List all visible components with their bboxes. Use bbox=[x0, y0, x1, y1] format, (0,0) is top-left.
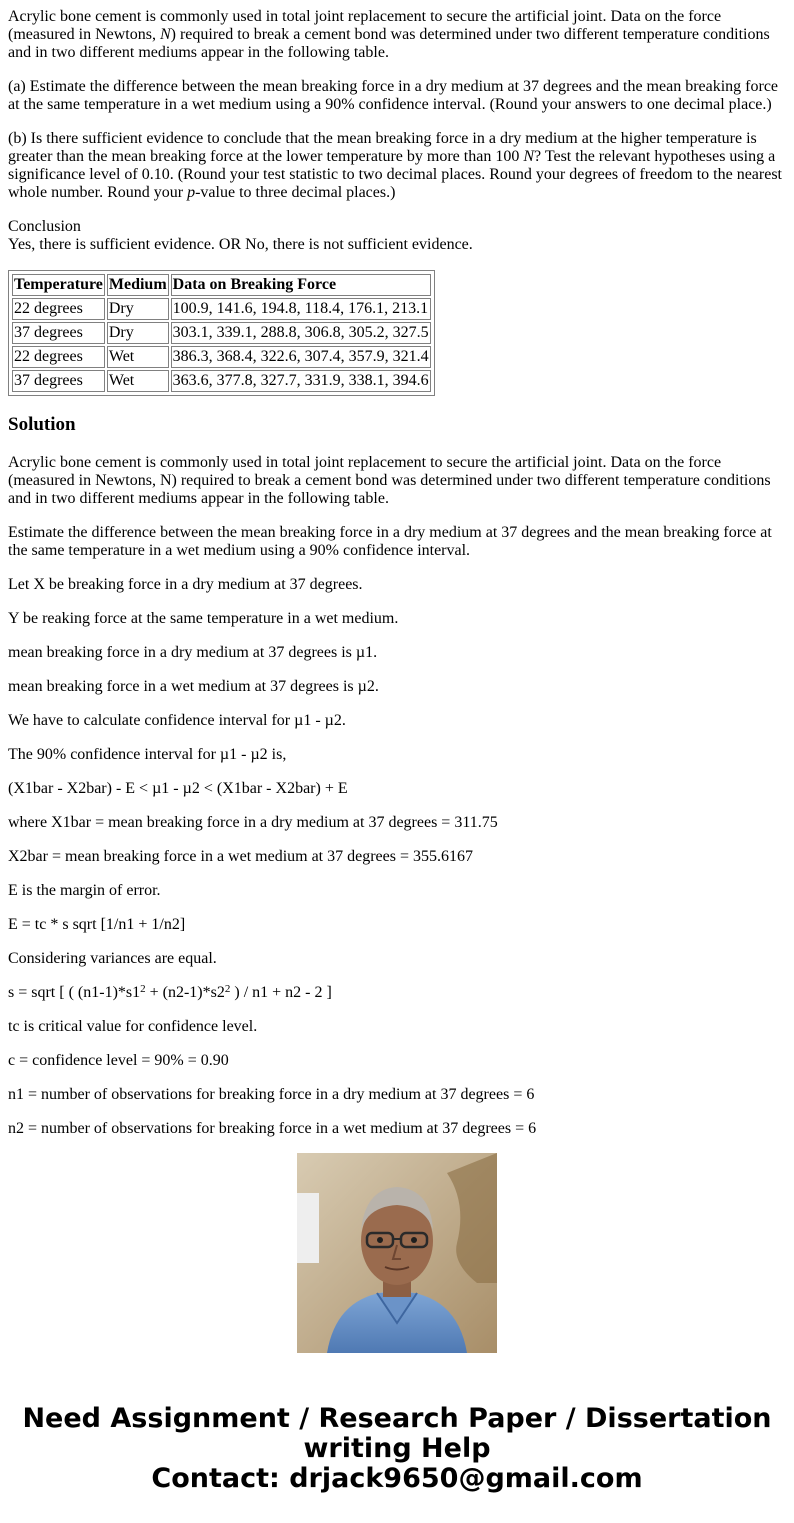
table-row bbox=[12, 370, 431, 392]
header-temperature: Temperature bbox=[12, 274, 105, 296]
cell-temperature: 22 degrees bbox=[12, 298, 105, 320]
solution-c-def: c = confidence level = 90% = 0.90 bbox=[8, 1052, 229, 1069]
table-row bbox=[12, 346, 431, 368]
solution-x1bar: where X1bar = mean breaking force in a dry medium at 37 degrees = 311.75 bbox=[8, 814, 498, 831]
conclusion-block bbox=[8, 218, 786, 254]
table-row bbox=[12, 298, 431, 320]
question-content bbox=[8, 8, 786, 1137]
solution-equal-var: Considering variances are equal. bbox=[8, 950, 217, 967]
solution-e-def: E is the margin of error. bbox=[8, 882, 161, 899]
solution-mu1: mean breaking force in a dry medium at 37 degrees is µ1. bbox=[8, 644, 378, 661]
cell-data: 386.3, 368.4, 322.6, 307.4, 357.9, 321.4 bbox=[171, 346, 431, 368]
solution-heading: Solution bbox=[8, 414, 76, 435]
cell-data: 100.9, 141.6, 194.8, 118.4, 176.1, 213.1 bbox=[171, 298, 431, 320]
solution-ci-formula: (X1bar - X2bar) - E < µ1 - µ2 < (X1bar - X2bar) + E bbox=[8, 780, 348, 797]
solution-intro: Acrylic bone cement is commonly used in total joint replacement to secure the artificial joint. Data on the force (measured in Newtons, N) required to break a cement bond was determined under two different temperature conditions and in two different mediums appear in the following table. bbox=[8, 454, 771, 507]
cell-medium: Dry bbox=[107, 322, 169, 344]
solution-let-x: Let X be breaking force in a dry medium at 37 degrees. bbox=[8, 576, 363, 593]
cell-medium: Dry bbox=[107, 298, 169, 320]
conclusion-options: Yes, there is sufficient evidence. OR No, there is not sufficient evidence. bbox=[8, 236, 473, 253]
solution-s-formula: s = sqrt [ ( $(n1-1)*s1^2 + (n2-1)*s2^2$ ) / n1 + n2 - 2 ] bbox=[8, 983, 332, 1001]
solution-n2-def: n2 = number of observations for breaking force in a wet medium at 37 degrees = 6 bbox=[8, 1120, 537, 1137]
solution-calc-ci: We have to calculate confidence interval for µ1 - µ2. bbox=[8, 712, 346, 729]
solution-e-formula: E = tc * s sqrt [1/n1 + 1/n2] bbox=[8, 916, 186, 933]
solution-task: Estimate the difference between the mean breaking force in a dry medium at 37 degrees and the mean breaking force at the same temperature in a wet medium using a 90% confidence interval. bbox=[8, 524, 772, 559]
table-row bbox=[12, 322, 431, 344]
promo-contact-line: Contact: drjack9650@gmail.com bbox=[151, 1463, 643, 1494]
solution-ci-is: The 90% confidence interval for µ1 - µ2 is, bbox=[8, 746, 287, 763]
solution-let-y: Y be reaking force at the same temperature in a wet medium. bbox=[8, 610, 399, 627]
breaking-force-table bbox=[8, 270, 435, 396]
promo-banner bbox=[0, 1404, 794, 1494]
author-avatar bbox=[297, 1153, 497, 1353]
table-header-row bbox=[12, 274, 431, 296]
solution-tc-def: tc is critical value for confidence level. bbox=[8, 1018, 258, 1035]
header-data: Data on Breaking Force bbox=[171, 274, 431, 296]
solution-x2bar: X2bar = mean breaking force in a wet medium at 37 degrees = 355.6167 bbox=[8, 848, 474, 865]
question-intro: Acrylic bone cement is commonly used in total joint replacement to secure the artificial joint. Data on the force (measured in Newtons, N) required to break a cement bond was determined under two different temperature conditions and in two different mediums appear in the following table. bbox=[8, 8, 770, 61]
question-part-b: (b) Is there sufficient evidence to conclude that the mean breaking force in a dry medium at the higher temperature is greater than the mean breaking force at the lower temperature by more than 100 N? Test the relevant hypotheses using a significance level of 0.10. (Round your test statistic to two decimal places. Round your degrees of freedom to the nearest whole number. Round your p-value to three decimal places.) bbox=[8, 130, 782, 201]
promo-line-1: Need Assignment / Research Paper / Dissertation bbox=[22, 1403, 772, 1434]
cell-temperature: 37 degrees bbox=[12, 322, 105, 344]
cell-temperature: 22 degrees bbox=[12, 346, 105, 368]
question-part-a: (a) Estimate the difference between the mean breaking force in a dry medium at 37 degrees and the mean breaking force at the same temperature in a wet medium using a 90% confidence interval. (Round your answers to one decimal place.) bbox=[8, 78, 779, 113]
cell-medium: Wet bbox=[107, 346, 169, 368]
cell-temperature: 37 degrees bbox=[12, 370, 105, 392]
solution-mu2: mean breaking force in a wet medium at 37 degrees is µ2. bbox=[8, 678, 379, 695]
cell-data: 303.1, 339.1, 288.8, 306.8, 305.2, 327.5 bbox=[171, 322, 431, 344]
cell-medium: Wet bbox=[107, 370, 169, 392]
author-portrait-image bbox=[297, 1153, 497, 1353]
conclusion-label: Conclusion bbox=[8, 218, 81, 235]
header-medium: Medium bbox=[107, 274, 169, 296]
solution-n1-def: n1 = number of observations for breaking force in a dry medium at 37 degrees = 6 bbox=[8, 1086, 535, 1103]
promo-line-2: writing Help bbox=[303, 1433, 491, 1464]
cell-data: 363.6, 377.8, 327.7, 331.9, 338.1, 394.6 bbox=[171, 370, 431, 392]
